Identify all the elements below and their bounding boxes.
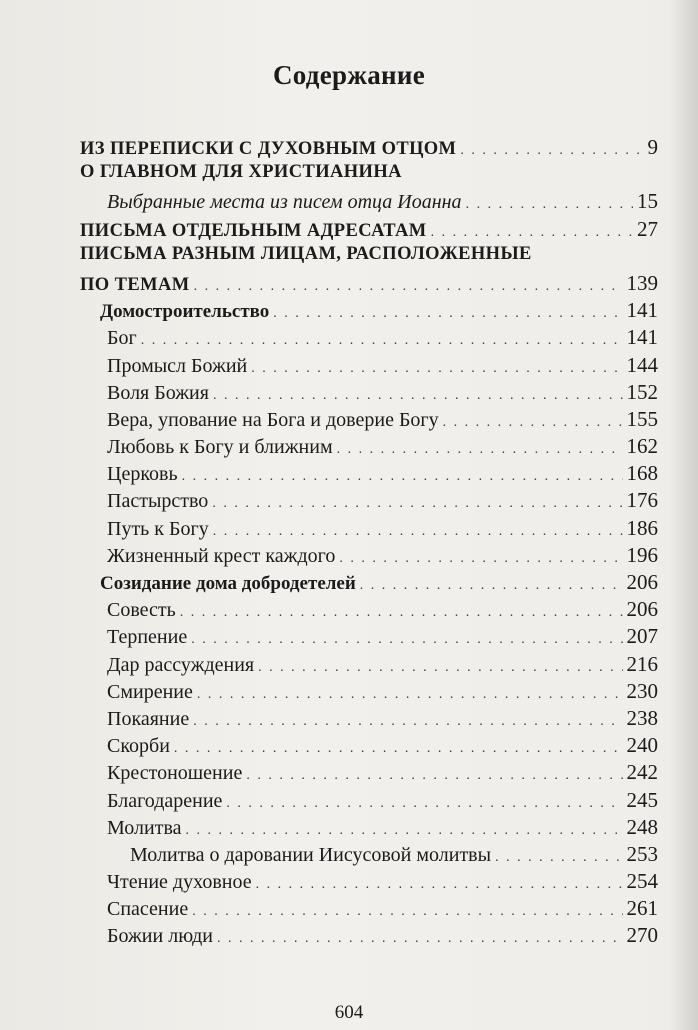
toc-entry bbox=[80, 162, 658, 189]
toc-entry-label: Созидание дома добродетелей bbox=[100, 573, 356, 594]
dot-leader bbox=[258, 660, 622, 676]
toc-entry-label: ПИСЬМА ОТДЕЛЬНЫМ АДРЕСАТАМ bbox=[80, 220, 427, 241]
toc-entry bbox=[80, 869, 658, 896]
toc-entry bbox=[80, 706, 658, 733]
toc-entry-label: Церковь bbox=[107, 463, 178, 486]
toc-entry bbox=[80, 516, 658, 543]
toc-entry-page: 216 bbox=[626, 651, 658, 676]
toc-entry-label: Жизненный крест каждого bbox=[107, 544, 336, 567]
dot-leader bbox=[246, 768, 622, 784]
toc-entry-label: Молитва о даровании Иисусовой молитвы bbox=[130, 843, 492, 866]
dot-leader bbox=[192, 904, 622, 920]
toc-entry bbox=[80, 325, 658, 352]
toc-entry-label: Бог bbox=[107, 327, 137, 350]
dot-leader bbox=[256, 877, 623, 893]
toc-entry-label: Выбранные места из писем отца Иоанна bbox=[107, 191, 462, 214]
dot-leader bbox=[466, 197, 633, 213]
dot-leader bbox=[180, 605, 623, 621]
toc-entry bbox=[80, 760, 658, 787]
dot-leader bbox=[213, 524, 623, 540]
toc-entry-page: 254 bbox=[626, 869, 658, 894]
toc-entry-label: Промысл Божий bbox=[107, 354, 248, 377]
toc-entry bbox=[80, 597, 658, 624]
dot-leader bbox=[431, 225, 633, 241]
toc-entry bbox=[80, 298, 658, 325]
toc-entry-label: Божии люди bbox=[107, 925, 213, 948]
toc-entry bbox=[80, 733, 658, 760]
toc-entry-label: ИЗ ПЕРЕПИСКИ С ДУХОВНЫМ ОТЦОМ bbox=[80, 139, 457, 159]
toc-entry-page: 152 bbox=[626, 379, 658, 404]
dot-leader bbox=[197, 687, 623, 703]
table-of-contents bbox=[80, 135, 658, 951]
toc-entry bbox=[80, 570, 658, 597]
page-number: 604 bbox=[334, 1002, 364, 1023]
toc-entry-label: Любовь к Богу и ближним bbox=[107, 436, 333, 459]
toc-entry-label: ПО ТЕМАМ bbox=[80, 274, 190, 295]
toc-entry-label: Смирение bbox=[107, 680, 193, 703]
dot-leader bbox=[460, 143, 643, 159]
toc-entry bbox=[80, 652, 658, 679]
toc-entry bbox=[80, 624, 658, 651]
toc-entry-label: Домостроительство bbox=[100, 301, 270, 323]
toc-entry bbox=[80, 923, 658, 950]
dot-leader bbox=[174, 741, 623, 757]
toc-entry bbox=[80, 543, 658, 570]
dot-leader bbox=[337, 442, 623, 458]
toc-entry bbox=[80, 217, 658, 244]
toc-entry-page: 27 bbox=[637, 216, 658, 241]
toc-entry-page: 270 bbox=[626, 923, 658, 948]
toc-entry-page: 242 bbox=[626, 760, 658, 785]
toc-entry-label: Покаяние bbox=[107, 707, 190, 730]
toc-entry-page: 155 bbox=[626, 406, 658, 431]
toc-entry-label: Дар рассуждения bbox=[107, 653, 255, 676]
toc-entry bbox=[80, 842, 658, 869]
toc-entry-label: Благодарение bbox=[107, 789, 223, 812]
toc-entry-label: Путь к Богу bbox=[107, 517, 209, 540]
dot-leader bbox=[213, 388, 623, 404]
toc-entry-label: Вера, упование на Бога и доверие Богу bbox=[107, 408, 439, 431]
dot-leader bbox=[443, 415, 623, 431]
toc-entry-page: 162 bbox=[626, 434, 658, 459]
toc-entry bbox=[80, 896, 658, 923]
toc-entry-label: Воля Божия bbox=[107, 381, 209, 404]
dot-leader bbox=[186, 823, 623, 839]
dot-leader bbox=[193, 714, 622, 730]
toc-entry-page: 141 bbox=[626, 325, 658, 350]
toc-entry-page: 253 bbox=[626, 841, 658, 866]
toc-entry-label: Скорби bbox=[107, 735, 170, 758]
dot-leader bbox=[141, 333, 623, 349]
toc-entry-label: Совесть bbox=[107, 599, 176, 622]
toc-entry-label: О ГЛАВНОМ ДЛЯ ХРИСТИАНИНА bbox=[80, 162, 402, 183]
dot-leader bbox=[251, 361, 622, 377]
toc-entry-page: 196 bbox=[626, 542, 658, 567]
toc-entry-page: 238 bbox=[626, 705, 658, 730]
toc-entry-label: Крестоношение bbox=[107, 762, 243, 785]
toc-entry-page: 206 bbox=[626, 570, 658, 594]
dot-leader bbox=[273, 306, 622, 322]
toc-entry bbox=[80, 815, 658, 842]
toc-entry-label: Молитва bbox=[107, 816, 182, 839]
toc-entry-page: 139 bbox=[626, 270, 658, 295]
toc-entry-page: 176 bbox=[626, 488, 658, 513]
toc-entry-page: 15 bbox=[637, 189, 658, 214]
toc-entry bbox=[80, 788, 658, 815]
toc-entry bbox=[80, 407, 658, 434]
toc-entry-page: 245 bbox=[626, 787, 658, 812]
spine-shadow bbox=[668, 0, 698, 1030]
toc-entry-page: 206 bbox=[626, 597, 658, 622]
dot-leader bbox=[182, 469, 623, 485]
toc-entry-label: Терпение bbox=[107, 626, 188, 649]
toc-entry-page: 207 bbox=[626, 624, 658, 649]
toc-entry bbox=[80, 189, 658, 216]
toc-entry-label: Спасение bbox=[107, 898, 189, 921]
dot-leader bbox=[194, 279, 623, 295]
toc-entry bbox=[80, 434, 658, 461]
toc-entry bbox=[80, 380, 658, 407]
toc-entry bbox=[80, 244, 658, 271]
dot-leader bbox=[226, 796, 622, 812]
toc-entry-page: 248 bbox=[626, 814, 658, 839]
toc-entry-label: ПИСЬМА РАЗНЫМ ЛИЦАМ, РАСПОЛОЖЕННЫЕ bbox=[80, 243, 532, 264]
toc-entry-page: 141 bbox=[626, 298, 658, 323]
toc-entry bbox=[80, 461, 658, 488]
toc-entry bbox=[80, 679, 658, 706]
toc-entry-label: Пастырство bbox=[107, 490, 209, 513]
dot-leader bbox=[212, 496, 622, 512]
toc-entry-page: 9 bbox=[647, 135, 658, 159]
dot-leader bbox=[339, 551, 622, 567]
toc-entry-page: 230 bbox=[626, 678, 658, 703]
toc-entry bbox=[80, 488, 658, 515]
dot-leader bbox=[360, 578, 623, 594]
toc-entry-page: 240 bbox=[626, 733, 658, 758]
dot-leader bbox=[495, 850, 622, 866]
dot-leader bbox=[191, 632, 622, 648]
toc-entry-page: 144 bbox=[626, 352, 658, 377]
page-title: Содержание bbox=[272, 60, 426, 90]
toc-entry-page: 261 bbox=[626, 896, 658, 921]
toc-entry-page: 168 bbox=[626, 461, 658, 486]
toc-entry bbox=[80, 271, 658, 298]
toc-entry bbox=[80, 353, 658, 380]
toc-entry-label: Чтение духовное bbox=[107, 871, 252, 894]
toc-entry-page: 186 bbox=[626, 515, 658, 540]
toc-entry bbox=[80, 135, 658, 162]
dot-leader bbox=[217, 931, 623, 947]
